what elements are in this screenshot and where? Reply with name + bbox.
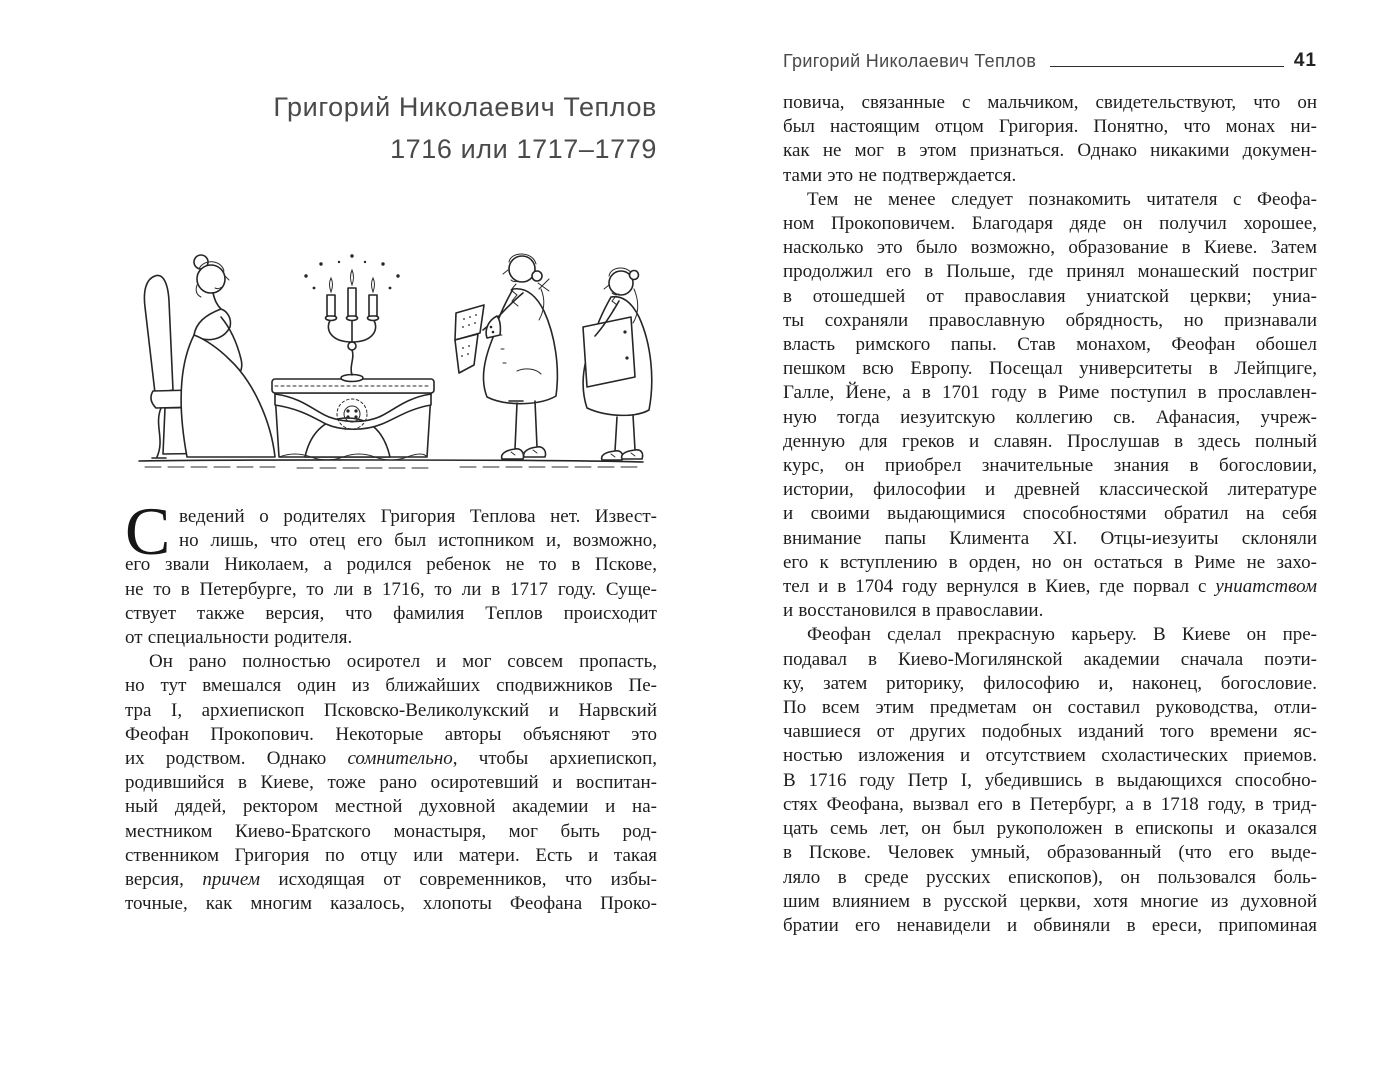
text-line: и восстановился в православии.	[783, 600, 1044, 622]
text-line: ном Прокоповичем. Благодаря дяде он получил хорошее,	[783, 213, 1317, 235]
text-line: курс, он приобрел значительные знания в богословии,	[783, 455, 1317, 477]
text-line: не то в Петербурге, то ли в 1716, то ли в 1717 году. Суще-	[125, 578, 657, 600]
text-line: цать семь лет, он был рукоположен в епископы и оказался	[783, 818, 1317, 840]
candelabra	[304, 254, 399, 381]
text-line: Феофан сделал прекрасную карьеру. В Киеве он пре-	[807, 624, 1317, 646]
text-line: власть римского папы. Став монахом, Феофан обошел	[783, 334, 1317, 356]
header-rule	[1050, 66, 1284, 67]
running-header-title: Григорий Николаевич Теплов	[783, 51, 1037, 71]
chapter-title	[125, 86, 657, 170]
text-line: ведений о родителях Григория Теплова нет. Извест-	[179, 506, 657, 527]
text-line: Феофан Прокопович. Некоторые авторы объясняют это	[125, 723, 657, 745]
text-line: как не мог в этом признаться. Однако никакими докумен-	[783, 140, 1317, 162]
text-line: их родством. Однако сомнительно, чтобы архиепископ,	[125, 748, 657, 770]
text-line: Тем не менее следует познакомить читателя с Феофа-	[807, 188, 1317, 210]
text-line: в Пскове. Человек умный, образованный (что его выде-	[783, 842, 1317, 864]
text-line: насколько это было возможно, образование в Киеве. Затем	[783, 237, 1317, 259]
paragraph	[783, 91, 1317, 188]
text-line: стях Феофана, вызвал его в Петербург, а в 1718 году, в трид-	[783, 793, 1317, 815]
drop-cap: С	[125, 493, 171, 569]
text-line: Галле, Йене, а в 1701 году в Риме поступил в прославлен-	[783, 382, 1317, 404]
text-line: был настоящим отцом Григория. Понятно, что монах ни-	[783, 116, 1317, 138]
text-line: версия, причем исходящая от современников, что избы-	[125, 869, 658, 891]
text-line: ствует также версия, что фамилия Теплов происходит	[125, 602, 657, 624]
paragraph	[783, 188, 1317, 624]
illustration-teplov-scene	[125, 228, 657, 484]
text-line: местником Киево-Братского монастыря, мог быть род-	[125, 820, 657, 842]
text-line: чавшиеся от других подобных изданий того времени яс-	[783, 721, 1317, 743]
table	[272, 379, 434, 460]
text-line: братии его ненавидели и обвиняли в ереси, припоминая	[783, 914, 1317, 936]
text-line: истории, философии и древней классической литературе	[783, 479, 1317, 501]
page-number: 41	[1293, 50, 1317, 71]
text-line: пешком всю Европу. Посещал университеты в Лейпциге,	[783, 358, 1317, 380]
text-line: Он рано полностью осиротел и мог совсем пропасть,	[149, 651, 657, 673]
text-line: шим влиянием в русской церкви, хотя многие из духовной	[783, 890, 1317, 912]
text-line: В 1716 году Петр I, убедившись в выдающихся способно-	[783, 769, 1317, 791]
left-page-body	[125, 493, 658, 916]
text-line: ностью изложения и отсутствием схоластических приемов.	[783, 745, 1317, 767]
chapter-title-years: 1716 или 1717–1779	[390, 134, 657, 164]
text-line: точные, как многим казалось, хлопоты Феофана Проко-	[125, 893, 657, 915]
text-line: ную тогда иезуитскую коллегию св. Афанасия, учреж-	[783, 406, 1317, 428]
text-line: тра I, архиепископ Псковско-Великолукский и Нарвский	[125, 699, 657, 721]
man-reading-paper	[455, 254, 557, 459]
text-line: от специальности родителя.	[125, 627, 353, 649]
text-line: повича, связанные с мальчиком, свидетельствуют, что он	[783, 92, 1317, 113]
paragraph	[783, 623, 1317, 938]
text-line: тами это не подтверждается.	[783, 164, 1017, 186]
text-line: По всем этим предметам он составил руководства, отли-	[783, 697, 1317, 719]
text-line: ты сохраняли православную обрядность, но признавали	[783, 309, 1317, 331]
text-line: и своими выдающимися способностями обратил на себя	[783, 503, 1317, 525]
text-line: ку, затем риторику, философию и, наконец, богословие.	[783, 672, 1317, 694]
text-line: родившийся в Киеве, тоже рано осиротевший и воспитан-	[125, 772, 657, 794]
right-page-body	[783, 91, 1317, 938]
running-header	[783, 50, 1317, 72]
chapter-title-name: Григорий Николаевич Теплов	[273, 92, 657, 122]
text-line: его звали Николаем, а родился ребенок не то в Пскове,	[125, 554, 657, 576]
text-line: но тут вмешался один из ближайших сподвижников Пе-	[125, 675, 657, 697]
paragraph	[125, 650, 657, 916]
text-line: продолжил его в Польше, где принял монашеский постриг	[783, 261, 1317, 283]
text-line: ственником Григория по отцу или матери. Есть и такая	[125, 844, 657, 866]
seated-woman	[144, 255, 275, 458]
text-line: ный дядей, ректором местной духовной академии и на-	[125, 796, 657, 818]
ground-line	[139, 460, 643, 468]
text-line: его к вступлению в орден, но он остаться в Риме не захо-	[783, 551, 1317, 573]
text-line: в отошедшей от православия униатской церкви; униа-	[783, 285, 1317, 307]
text-line: но лишь, что отец его был истопником и, возможно,	[179, 530, 657, 552]
paragraph	[125, 493, 657, 650]
man-with-folder	[583, 268, 652, 460]
text-line: тел и в 1704 году вернулся в Киев, где порвал с униатством	[783, 576, 1317, 598]
text-line: денную для греков и славян. Прослушав в здесь полный	[783, 430, 1317, 452]
text-line: внимание папы Климента XI. Отцы-иезуиты склоняли	[783, 527, 1317, 549]
text-line: ляло в среде русских епископов), он пользовался боль-	[783, 866, 1317, 888]
text-line: подавал в Киево-Могилянской академии сначала поэти-	[783, 648, 1317, 670]
